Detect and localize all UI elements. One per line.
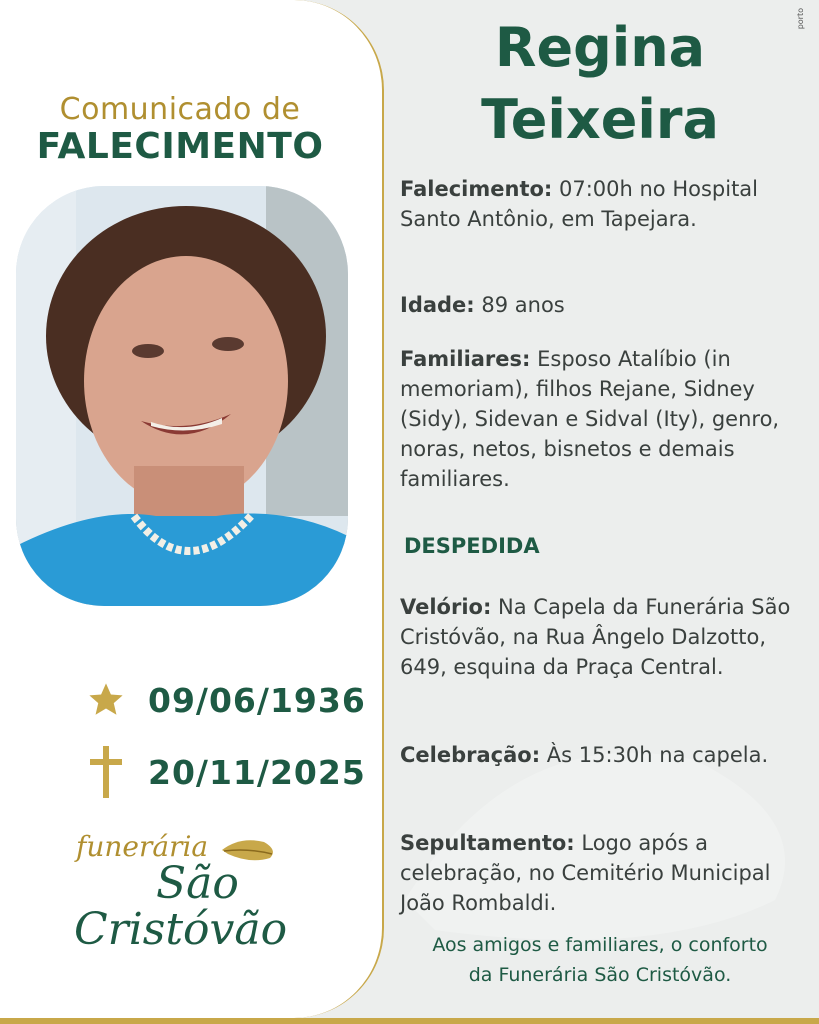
celebracao-label: Celebração: [400, 743, 541, 767]
celebracao-paragraph [400, 740, 796, 770]
death-date: 20/11/2025 [148, 752, 366, 792]
velorio-text: Na Capela da Funerária São Cristóvão, na Rua Ângelo Dalzotto, 649, esquina da Praça Central. [400, 595, 791, 679]
birth-date: 09/06/1936 [148, 680, 366, 720]
star-icon [86, 680, 126, 720]
familiares-paragraph [400, 344, 796, 494]
falecimento-paragraph [400, 174, 796, 234]
sepultamento-text: Logo após a celebração, no Cemitério Municipal João Rombaldi. [400, 831, 771, 915]
idade-text: 89 anos [474, 293, 565, 317]
birth-date-row [86, 680, 366, 720]
condolence-footer [400, 930, 800, 990]
familiares-text: Esposo Atalíbio (in memoriam), filhos Rejane, Sidney (Sidy), Sidevan e Sidval (Ity), genro, noras, netos, bisnetos e demais familiares. [400, 347, 780, 491]
portrait-illustration [16, 186, 348, 606]
logo-line3: Cristóvão [74, 904, 288, 955]
familiares-label: Familiares: [400, 347, 531, 371]
falecimento-text: 07:00h no Hospital Santo Antônio, em Tapejara. [400, 177, 759, 231]
death-date-row [86, 752, 366, 792]
logo-line1: funerária [76, 830, 209, 863]
left-panel [0, 0, 384, 1018]
sepultamento-label: Sepultamento: [400, 831, 575, 855]
portrait-photo [16, 186, 348, 606]
idade-paragraph [400, 290, 796, 320]
footer-line1: Aos amigos e familiares, o conforto [432, 934, 768, 956]
sepultamento-paragraph [400, 828, 796, 918]
funeral-home-logo [70, 820, 300, 960]
falecimento-label: Falecimento: [400, 177, 553, 201]
celebracao-text: Às 15:30h na capela. [540, 743, 769, 767]
deceased-last-name: Teixeira [481, 88, 719, 151]
footer-line2: da Funerária São Cristóvão. [468, 964, 732, 986]
velorio-paragraph [400, 592, 796, 682]
bottom-gold-bar [0, 1018, 819, 1024]
cross-icon [86, 752, 126, 792]
idade-label: Idade: [400, 293, 475, 317]
logo-line2: São [156, 858, 239, 909]
header-subtitle: Comunicado de [59, 92, 301, 127]
corner-mark: porto [796, 8, 805, 30]
deceased-first-name: Regina [494, 16, 706, 79]
velorio-label: Velório: [400, 595, 492, 619]
header-title: FALECIMENTO [36, 126, 324, 167]
despedida-heading: DESPEDIDA [404, 534, 540, 558]
